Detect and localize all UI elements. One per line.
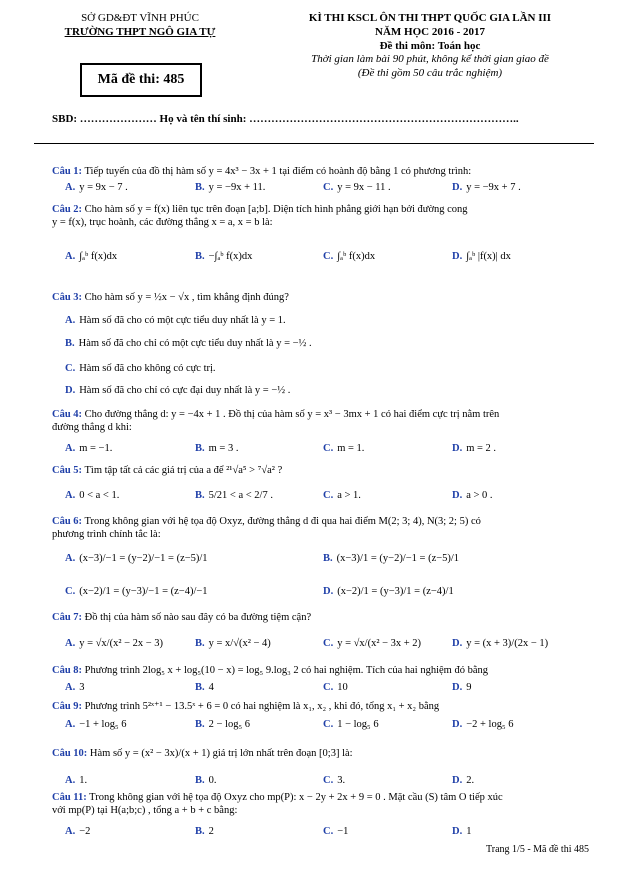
- q5-option-a[interactable]: A. 0 < a < 1.: [65, 490, 120, 501]
- question-text-cont: phương trình chính tắc là:: [52, 529, 161, 541]
- question-6: [52, 515, 592, 541]
- question-text: Phương trình 2log₅ x + log₅(10 − x) = log₅ 9.log₃ 2 có hai nghiệm. Tích của hai nghiệm đó bằng: [84, 665, 488, 676]
- q5-option-d[interactable]: D. a > 0 .: [452, 490, 493, 501]
- question-text-cont: với mp(P) tại H(a;b;c) , tổng a + b + c bằng:: [52, 805, 238, 817]
- question-label: Câu 2:: [52, 204, 83, 215]
- q1-option-c[interactable]: C. y = 9x − 11 .: [323, 182, 391, 193]
- question-label: Câu 10:: [52, 748, 88, 759]
- q2-option-c[interactable]: C. ∫ₐᵇ f(x)dx: [323, 251, 376, 262]
- q6-option-d[interactable]: D. (x−2)/1 = (y−3)/1 = (z−4)/1: [323, 586, 454, 597]
- q8-option-c[interactable]: C. 10: [323, 682, 348, 693]
- exam-subject: Đề thi môn: Toán học: [379, 39, 481, 52]
- question-text: Trong không gian với hệ tọa độ Oxyz cho mp(P): x − 2y + 2x + 9 = 0 . Mặt cầu (S) tâm O tiếp xúc: [89, 792, 503, 803]
- q3-option-c[interactable]: C. Hàm số đã cho không có cực trị.: [65, 363, 216, 374]
- q5-option-c[interactable]: C. a > 1.: [323, 490, 361, 501]
- q1-option-b[interactable]: B. y = −9x + 11.: [195, 182, 266, 193]
- question-label: Câu 1:: [52, 166, 83, 177]
- q10-option-c[interactable]: C. 3.: [323, 775, 346, 786]
- question-text: Hàm số y = (x² − 3x)/(x + 1) giá trị lớn nhất trên đoạn [0;3] là:: [89, 748, 353, 759]
- q8-option-b[interactable]: B. 4: [195, 682, 214, 693]
- q7-option-c[interactable]: C. y = √x/(x² − 3x + 2): [323, 638, 422, 649]
- question-1: [52, 165, 592, 178]
- question-text: Trong không gian với hệ tọa độ Oxyz, đường thẳng d đi qua hai điểm M(2; 3; 4), N(3; 2; 5) có: [84, 516, 481, 527]
- exam-code-box: Mã đề thi: 485: [80, 63, 202, 97]
- q3-option-a[interactable]: A. Hàm số đã cho có một cực tiểu duy nhất là y = 1.: [65, 315, 286, 326]
- q10-option-a[interactable]: A. 1.: [65, 775, 88, 786]
- question-text: Cho hàm số y = ½x − √x , tìm khẳng định đúng?: [84, 292, 289, 303]
- q4-option-a[interactable]: A. m = −1.: [65, 443, 113, 454]
- department-name: SỞ GD&ĐT VĨNH PHÚC: [81, 12, 199, 24]
- q7-option-a[interactable]: A. y = √x/(x² − 2x − 3): [65, 638, 164, 649]
- q3-option-b[interactable]: B. Hàm số đã cho chỉ có một cực tiểu duy nhất là y = −½ .: [65, 338, 312, 349]
- q4-option-c[interactable]: C. m = 1.: [323, 443, 365, 454]
- q2-option-b[interactable]: B. −∫ₐᵇ f(x)dx: [195, 251, 253, 262]
- question-4: [52, 408, 592, 434]
- q1-option-a[interactable]: A. y = 9x − 7 .: [65, 182, 128, 193]
- exam-note: (Đề thi gồm 50 câu trắc nghiệm): [357, 67, 503, 79]
- candidate-info-line: SBD: ………………… Họ và tên thí sinh: ………………………………………………………………..: [52, 113, 519, 125]
- q11-option-a[interactable]: A. −2: [65, 826, 91, 837]
- question-9: [52, 700, 592, 713]
- q4-option-d[interactable]: D. m = 2 .: [452, 443, 497, 454]
- exam-time: Thời gian làm bài 90 phút, không kể thời gian giao đề: [311, 53, 549, 66]
- q11-option-c[interactable]: C. −1: [323, 826, 349, 837]
- question-11: [52, 791, 592, 817]
- q9-option-b[interactable]: B. 2 − log₅ 6: [195, 719, 251, 730]
- question-text: Tiếp tuyến của đồ thị hàm số y = 4x³ − 3x + 1 tại điểm có hoành độ bằng 1 có phương trình:: [84, 166, 472, 177]
- q2-option-d[interactable]: D. ∫ₐᵇ |f(x)| dx: [452, 251, 511, 262]
- question-10: [52, 747, 592, 760]
- q11-option-b[interactable]: B. 2: [195, 826, 214, 837]
- question-label: Câu 9:: [52, 701, 83, 712]
- question-label: Câu 5:: [52, 465, 83, 476]
- q10-option-b[interactable]: B. 0.: [195, 775, 217, 786]
- q11-option-d[interactable]: D. 1: [452, 826, 472, 837]
- question-7: [52, 611, 592, 624]
- question-label: Câu 7:: [52, 612, 83, 623]
- question-label: Câu 3:: [52, 292, 83, 303]
- q9-option-d[interactable]: D. −2 + log₅ 6: [452, 719, 514, 730]
- q9-option-c[interactable]: C. 1 − log₅ 6: [323, 719, 379, 730]
- question-label: Câu 8:: [52, 665, 83, 676]
- q6-option-b[interactable]: B. (x−3)/1 = (y−2)/−1 = (z−5)/1: [323, 553, 460, 564]
- q3-option-d[interactable]: D. Hàm số đã cho chỉ có cực đại duy nhất là y = −½ .: [65, 385, 291, 396]
- question-text: Tìm tập tất cả các giá trị của a để ²¹√a⁵ > ⁷√a² ?: [84, 465, 283, 476]
- question-text-cont: y = f(x), trục hoành, các đường thẳng x = a, x = b là:: [52, 217, 273, 229]
- question-text: Cho hàm số y = f(x) liên tục trên đoạn [a;b]. Diện tích hình phẳng giới hạn bởi đường cong: [84, 204, 468, 215]
- q4-option-b[interactable]: B. m = 3 .: [195, 443, 239, 454]
- q6-option-c[interactable]: C. (x−2)/1 = (y−3)/−1 = (z−4)/−1: [65, 586, 208, 597]
- q9-option-a[interactable]: A. −1 + log₅ 6: [65, 719, 127, 730]
- q2-option-a[interactable]: A. ∫ₐᵇ f(x)dx: [65, 251, 118, 262]
- school-year: NĂM HỌC 2016 - 2017: [375, 25, 485, 38]
- question-label: Câu 11:: [52, 792, 87, 803]
- question-label: Câu 4:: [52, 409, 83, 420]
- question-5: [52, 464, 592, 477]
- q5-option-b[interactable]: B. 5/21 < a < 2/7 .: [195, 490, 273, 501]
- header-right: [255, 12, 605, 81]
- question-label: Câu 6:: [52, 516, 83, 527]
- question-text: Phương trình 5²ˣ⁺¹ − 13.5ˣ + 6 = 0 có hai nghiệm là x₁, x₂ , khi đó, tổng x₁ + x₂ bằng: [84, 701, 440, 712]
- q7-option-d[interactable]: D. y = (x + 3)/(2x − 1): [452, 638, 549, 649]
- page-footer: Trang 1/5 - Mã đề thi 485: [486, 844, 589, 855]
- q6-option-a[interactable]: A. (x−3)/−1 = (y−2)/−1 = (z−5)/1: [65, 553, 208, 564]
- header-divider: [34, 143, 594, 144]
- question-text-cont: đường thẳng d khi:: [52, 422, 132, 434]
- school-name: TRƯỜNG THPT NGÔ GIA TỰ: [64, 25, 216, 38]
- question-3: [52, 291, 592, 304]
- q7-option-b[interactable]: B. y = x/√(x² − 4): [195, 638, 271, 649]
- question-text: Cho đường thẳng d: y = −4x + 1 . Đồ thị của hàm số y = x³ − 3mx + 1 có hai điểm cực trị nằm trên: [84, 409, 500, 420]
- q8-option-a[interactable]: A. 3: [65, 682, 85, 693]
- q10-option-d[interactable]: D. 2.: [452, 775, 475, 786]
- question-text: Đồ thị của hàm số nào sau đây có ba đường tiệm cận?: [84, 612, 312, 623]
- header-left: [50, 12, 230, 40]
- exam-title: KÌ THI KSCL ÔN THI THPT QUỐC GIA LẦN III: [308, 12, 552, 24]
- question-8: [52, 664, 592, 677]
- q8-option-d[interactable]: D. 9: [452, 682, 472, 693]
- question-2: [52, 203, 592, 229]
- q1-option-d[interactable]: D. y = −9x + 7 .: [452, 182, 521, 193]
